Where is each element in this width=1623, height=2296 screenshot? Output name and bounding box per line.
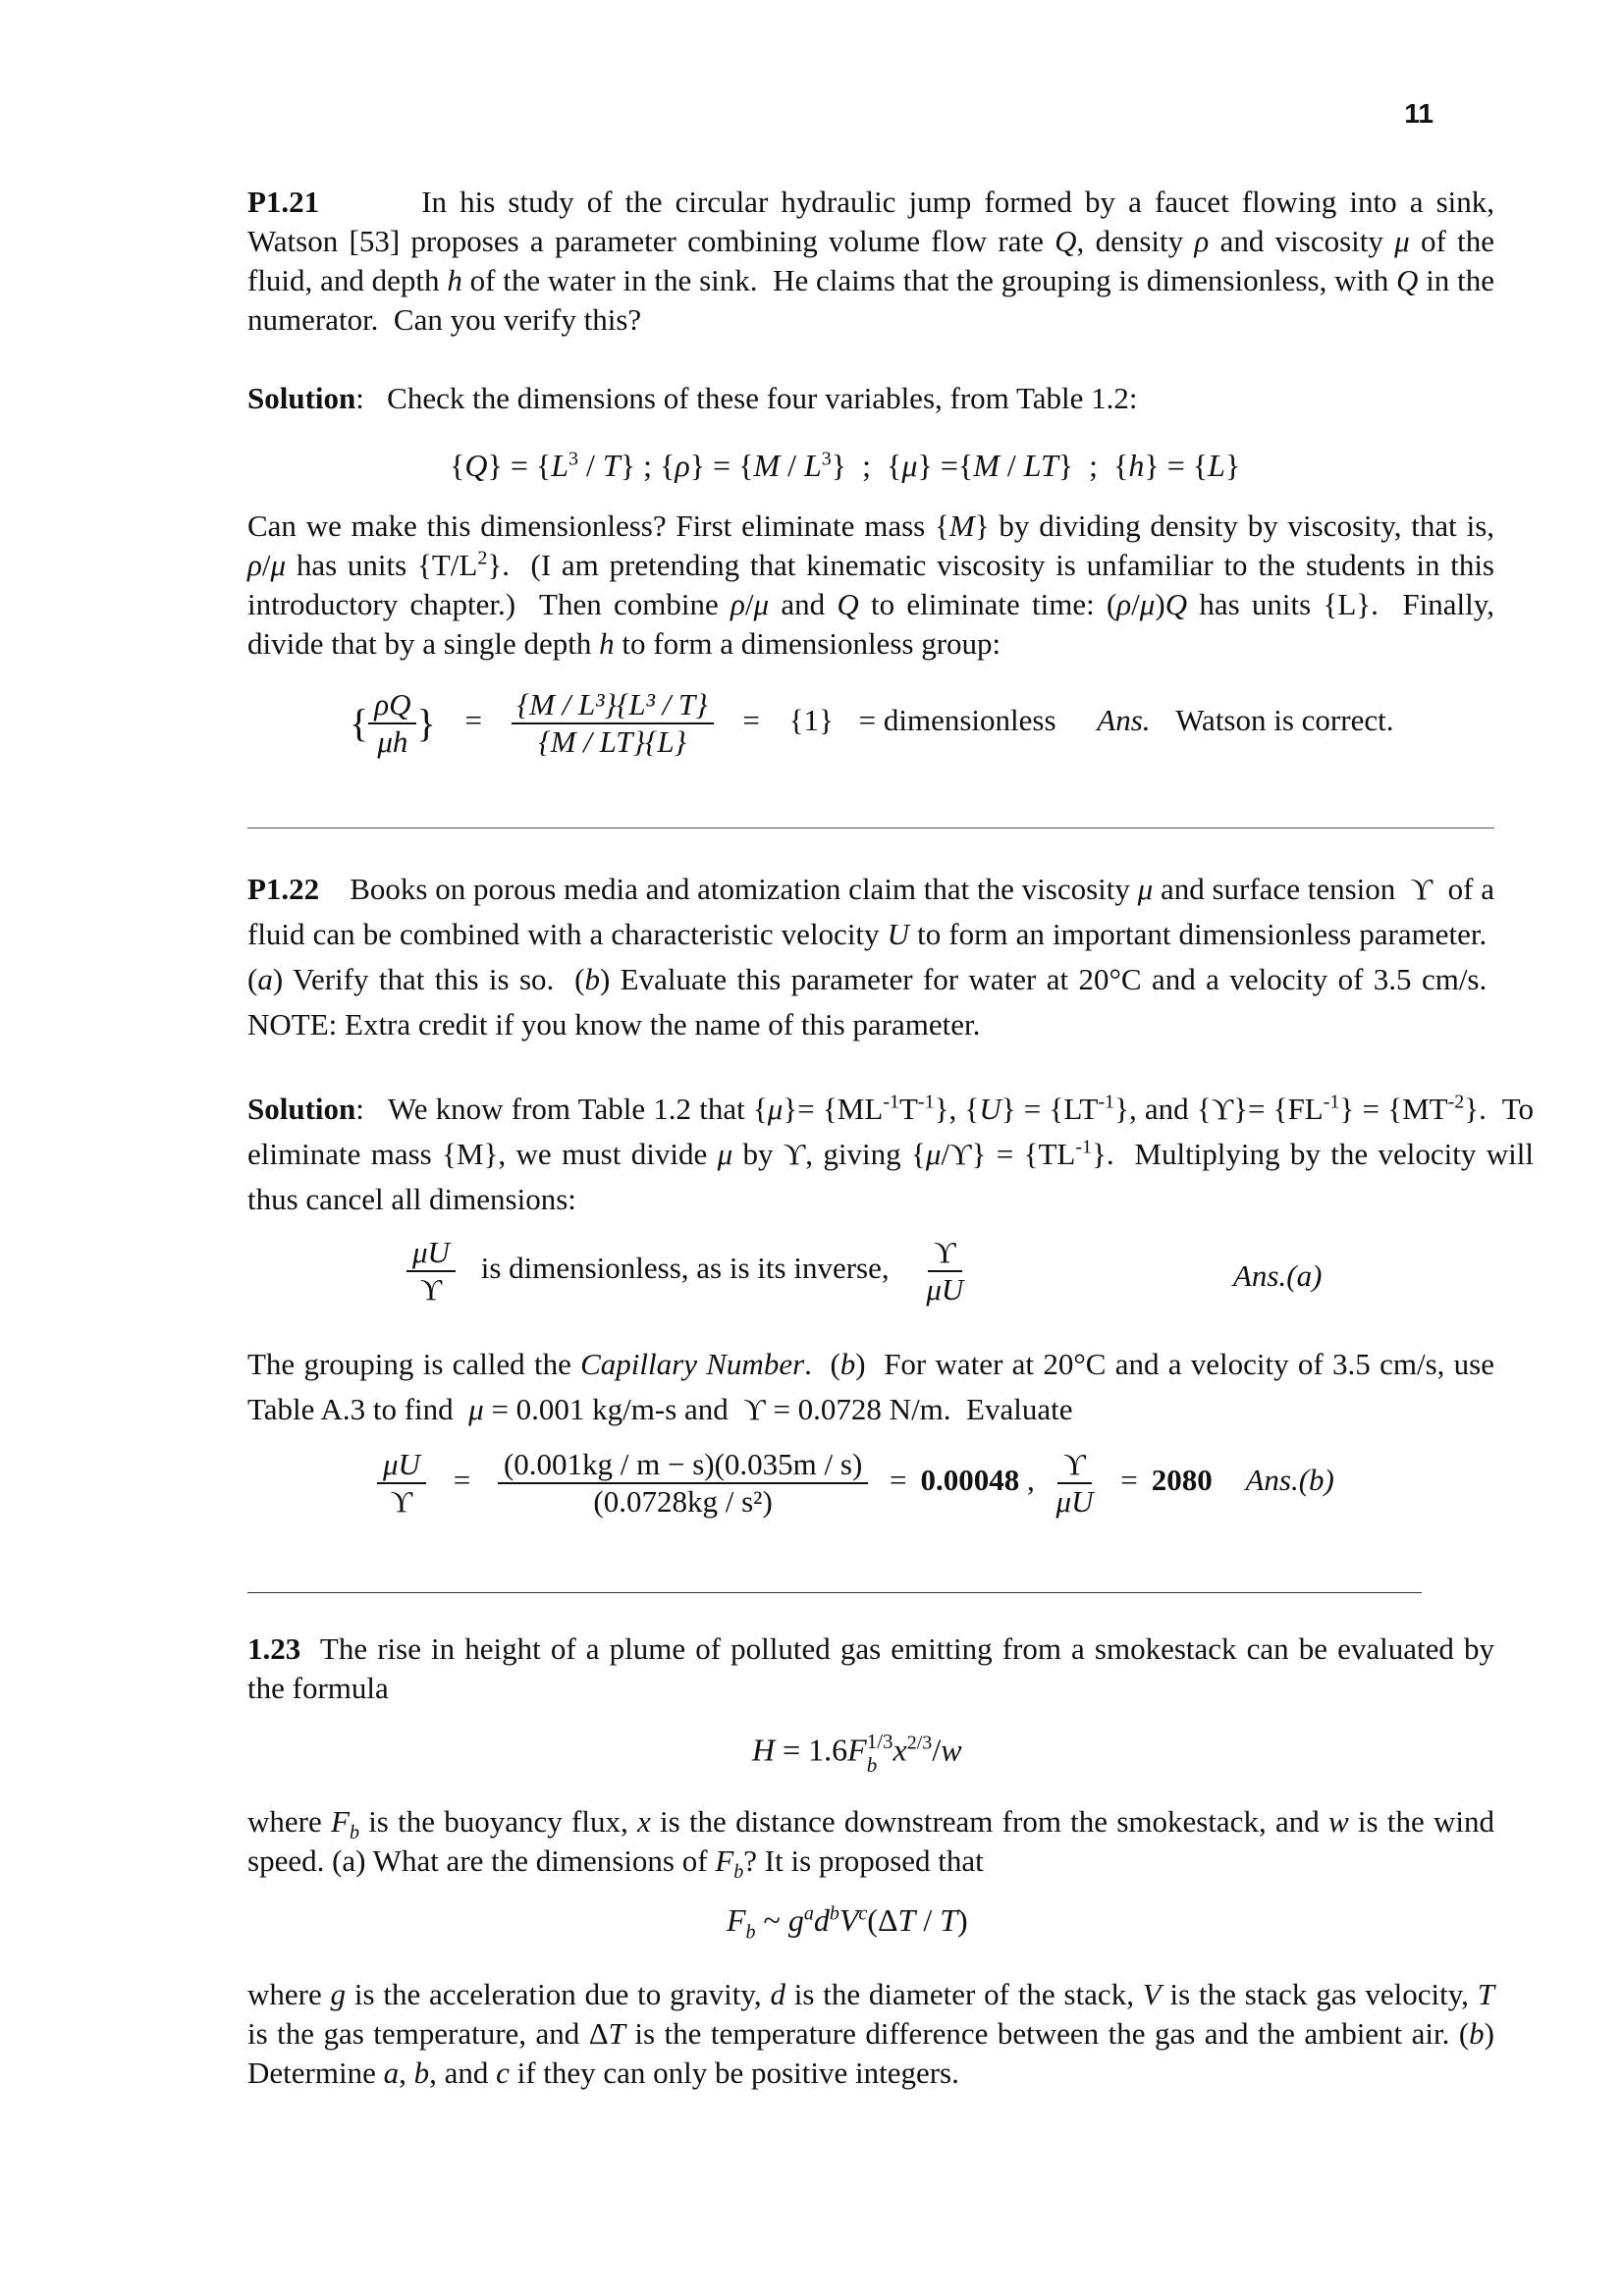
problem-1-21-paragraph: Can we make this dimensionless? First eliminate mass {M} by dividing density by viscosity, that is, ρ/μ has units $\{T/L^2\}$. (I am pretending that kinematic viscosity is unfamiliar to the students in this introductory chapter.) Then combine ρ/μ and Q to eliminate time: (ρ/μ)Q has units {L}. Finally, divide that by a single depth h to form a dimensionless group: xyxy=(247,508,1495,661)
eq3-denominator: ϒ xyxy=(419,1272,443,1307)
equation-dimensions-list: $\{Q\} = \{L^3 / T\}$ ; $\{\rho\} = \{M / L^3\}$ ; {μ} ={M / LT} ; {h} = {L} xyxy=(450,448,1241,483)
problem-1-21-statement: P1.21 In his study of the circular hydraulic jump formed by a faucet flowing into a sink, Watson [53] proposes a parameter combining volume flow rate Q, density ρ and viscosity μ of the fluid, and depth h of the water in the sink. He claims that the grouping is dimensionless, with Q in the numerator. Can you verify this? xyxy=(247,185,1494,337)
eq3-inverse-denominator: μU xyxy=(926,1272,964,1307)
eq2-conclusion: Watson is correct. xyxy=(1175,703,1394,738)
problem-1-22-paragraph: The grouping is called the Capillary Number. (b) For water at 20°C and a velocity of 3.5 cm/s, use Table A.3 to find μ = 0.001 kg/m-s and ϒ = 0.0728 N/m. Evaluate xyxy=(247,1347,1494,1426)
eq4-mid-denominator: (0.0728kg / s²) xyxy=(593,1484,773,1519)
problem-1-22-solution: Solution: We know from Table 1.2 that $\{\mu\}= \{ML^{-1}T^{-1}\}$, $\{U\} = \{LT^{-1}\}$, and $\{ϒ\}= \{FL^{-1}\} = \{MT^{-2}\}$. To eliminate mass {M}, we must divide μ by ϒ, giving $\{\mu/ϒ\} = \{TL^{-1}\}$. Multiplying by the velocity will thus cancel all dimensions: xyxy=(247,1091,1534,1216)
eq4-inverse-value: 2080 xyxy=(1151,1463,1213,1498)
problem-id: P1.22 xyxy=(247,872,320,906)
eq2-lhs-denominator: μh xyxy=(377,724,408,759)
problem-1-22-statement: P1.22 Books on porous media and atomization claim that the viscosity μ and surface tension ϒ of a fluid can be combined with a characteristic velocity U to form an important dimensionless parameter. (a) Verify that this is so. (b) Evaluate this parameter for water at 20°C and a velocity of 3.5 cm/s. NOTE: Extra credit if you know the name of this parameter. xyxy=(247,872,1494,1041)
problem-1-23-statement: 1.23 The rise in height of a plume of polluted gas emitting from a smokestack can be evaluated by the formula xyxy=(247,1631,1494,1705)
problem-1-23-paragraph-2: where g is the acceleration due to gravity, d is the diameter of the stack, V is the stack gas velocity, T is the gas temperature, and ΔT is the temperature difference between the gas and the ambient air. (b) Determine a, b, and c if they can only be positive integers. xyxy=(247,1977,1494,2090)
eq2-mid-denominator: {M / LT}{L} xyxy=(538,724,686,759)
eq4-value: 0.00048 xyxy=(920,1463,1020,1498)
eq4-inverse-numerator: ϒ xyxy=(1057,1447,1091,1484)
problem-1-21-solution-intro: Solution: Check the dimensions of these four variables, from Table 1.2: xyxy=(247,381,1138,415)
eq4-mid-numerator: (0.001kg / m − s)(0.035m / s) xyxy=(498,1447,868,1484)
eq3-text: is dimensionless, as is its inverse, xyxy=(480,1251,890,1286)
problem-1-22 xyxy=(247,867,1494,1047)
eq2-tail: = dimensionless xyxy=(858,703,1056,738)
solution-label: Solution xyxy=(247,1092,356,1126)
solution-label: Solution xyxy=(247,381,356,415)
problem-id: 1.23 xyxy=(247,1631,301,1666)
equation-watson-group: { $\frac{\rho Q}{\mu h}$ } = $\frac{\text{\{M / L³\}\{L³ / T\}}}{\{M / LT\}\{L\}}$ = {1} = dimensionless Ans. Watson is correct. xyxy=(350,687,1394,759)
problem-1-23-paragraph: where $F_b$ is the buoyancy flux, x is the distance downstream from the smokestack, and w is the wind speed. (a) What are the dimensions of $F_b$? It is proposed that xyxy=(247,1804,1494,1884)
eq4-lhs-denominator: ϒ xyxy=(390,1484,413,1519)
eq2-mid-numerator: {M / L³}{L³ / T} xyxy=(512,687,714,724)
solution-intro-text: Check the dimensions of these four variables, from Table 1.2: xyxy=(387,381,1138,415)
problem-id: P1.21 xyxy=(247,185,320,219)
eq3-numerator: μU xyxy=(406,1235,456,1272)
equation-capillary-grouping xyxy=(406,1235,969,1308)
equation-plume-rise: H = 1.6F 1/3 b $x^{2/3}/w$ xyxy=(752,1730,962,1777)
equation-capillary-value: $\frac{\mu U}{ϒ}$ = $\frac{(0.001kg / m - s)(0.035m / s)}{\text{(0.0728kg / s²)}}$ = 0.00048 , $\frac{ϒ}{\mu U}$ = 2080 Ans.(b) xyxy=(377,1447,1334,1520)
equation-buoyancy-flux: $F_b$ ~ $g^ad^bV^c(\Delta T / T)$ xyxy=(727,1902,968,1944)
eq4-lhs-numerator: μU xyxy=(377,1447,426,1484)
eq4-inverse-denominator: μU xyxy=(1055,1484,1094,1519)
problem-1-23 xyxy=(247,1629,1494,1708)
problem-1-21 xyxy=(247,183,1494,340)
eq4-ans: Ans.(b) xyxy=(1245,1463,1334,1498)
eq2-lhs-numerator: ρQ xyxy=(368,687,416,724)
eq2-result: {1} xyxy=(788,703,834,738)
page-number: 11 xyxy=(1404,98,1434,129)
eq3-inverse-numerator: ϒ xyxy=(928,1235,961,1272)
eq3-ans: Ans.(a) xyxy=(1233,1258,1323,1293)
section-divider xyxy=(247,1592,1422,1593)
eq2-ans: Ans. xyxy=(1097,703,1151,738)
